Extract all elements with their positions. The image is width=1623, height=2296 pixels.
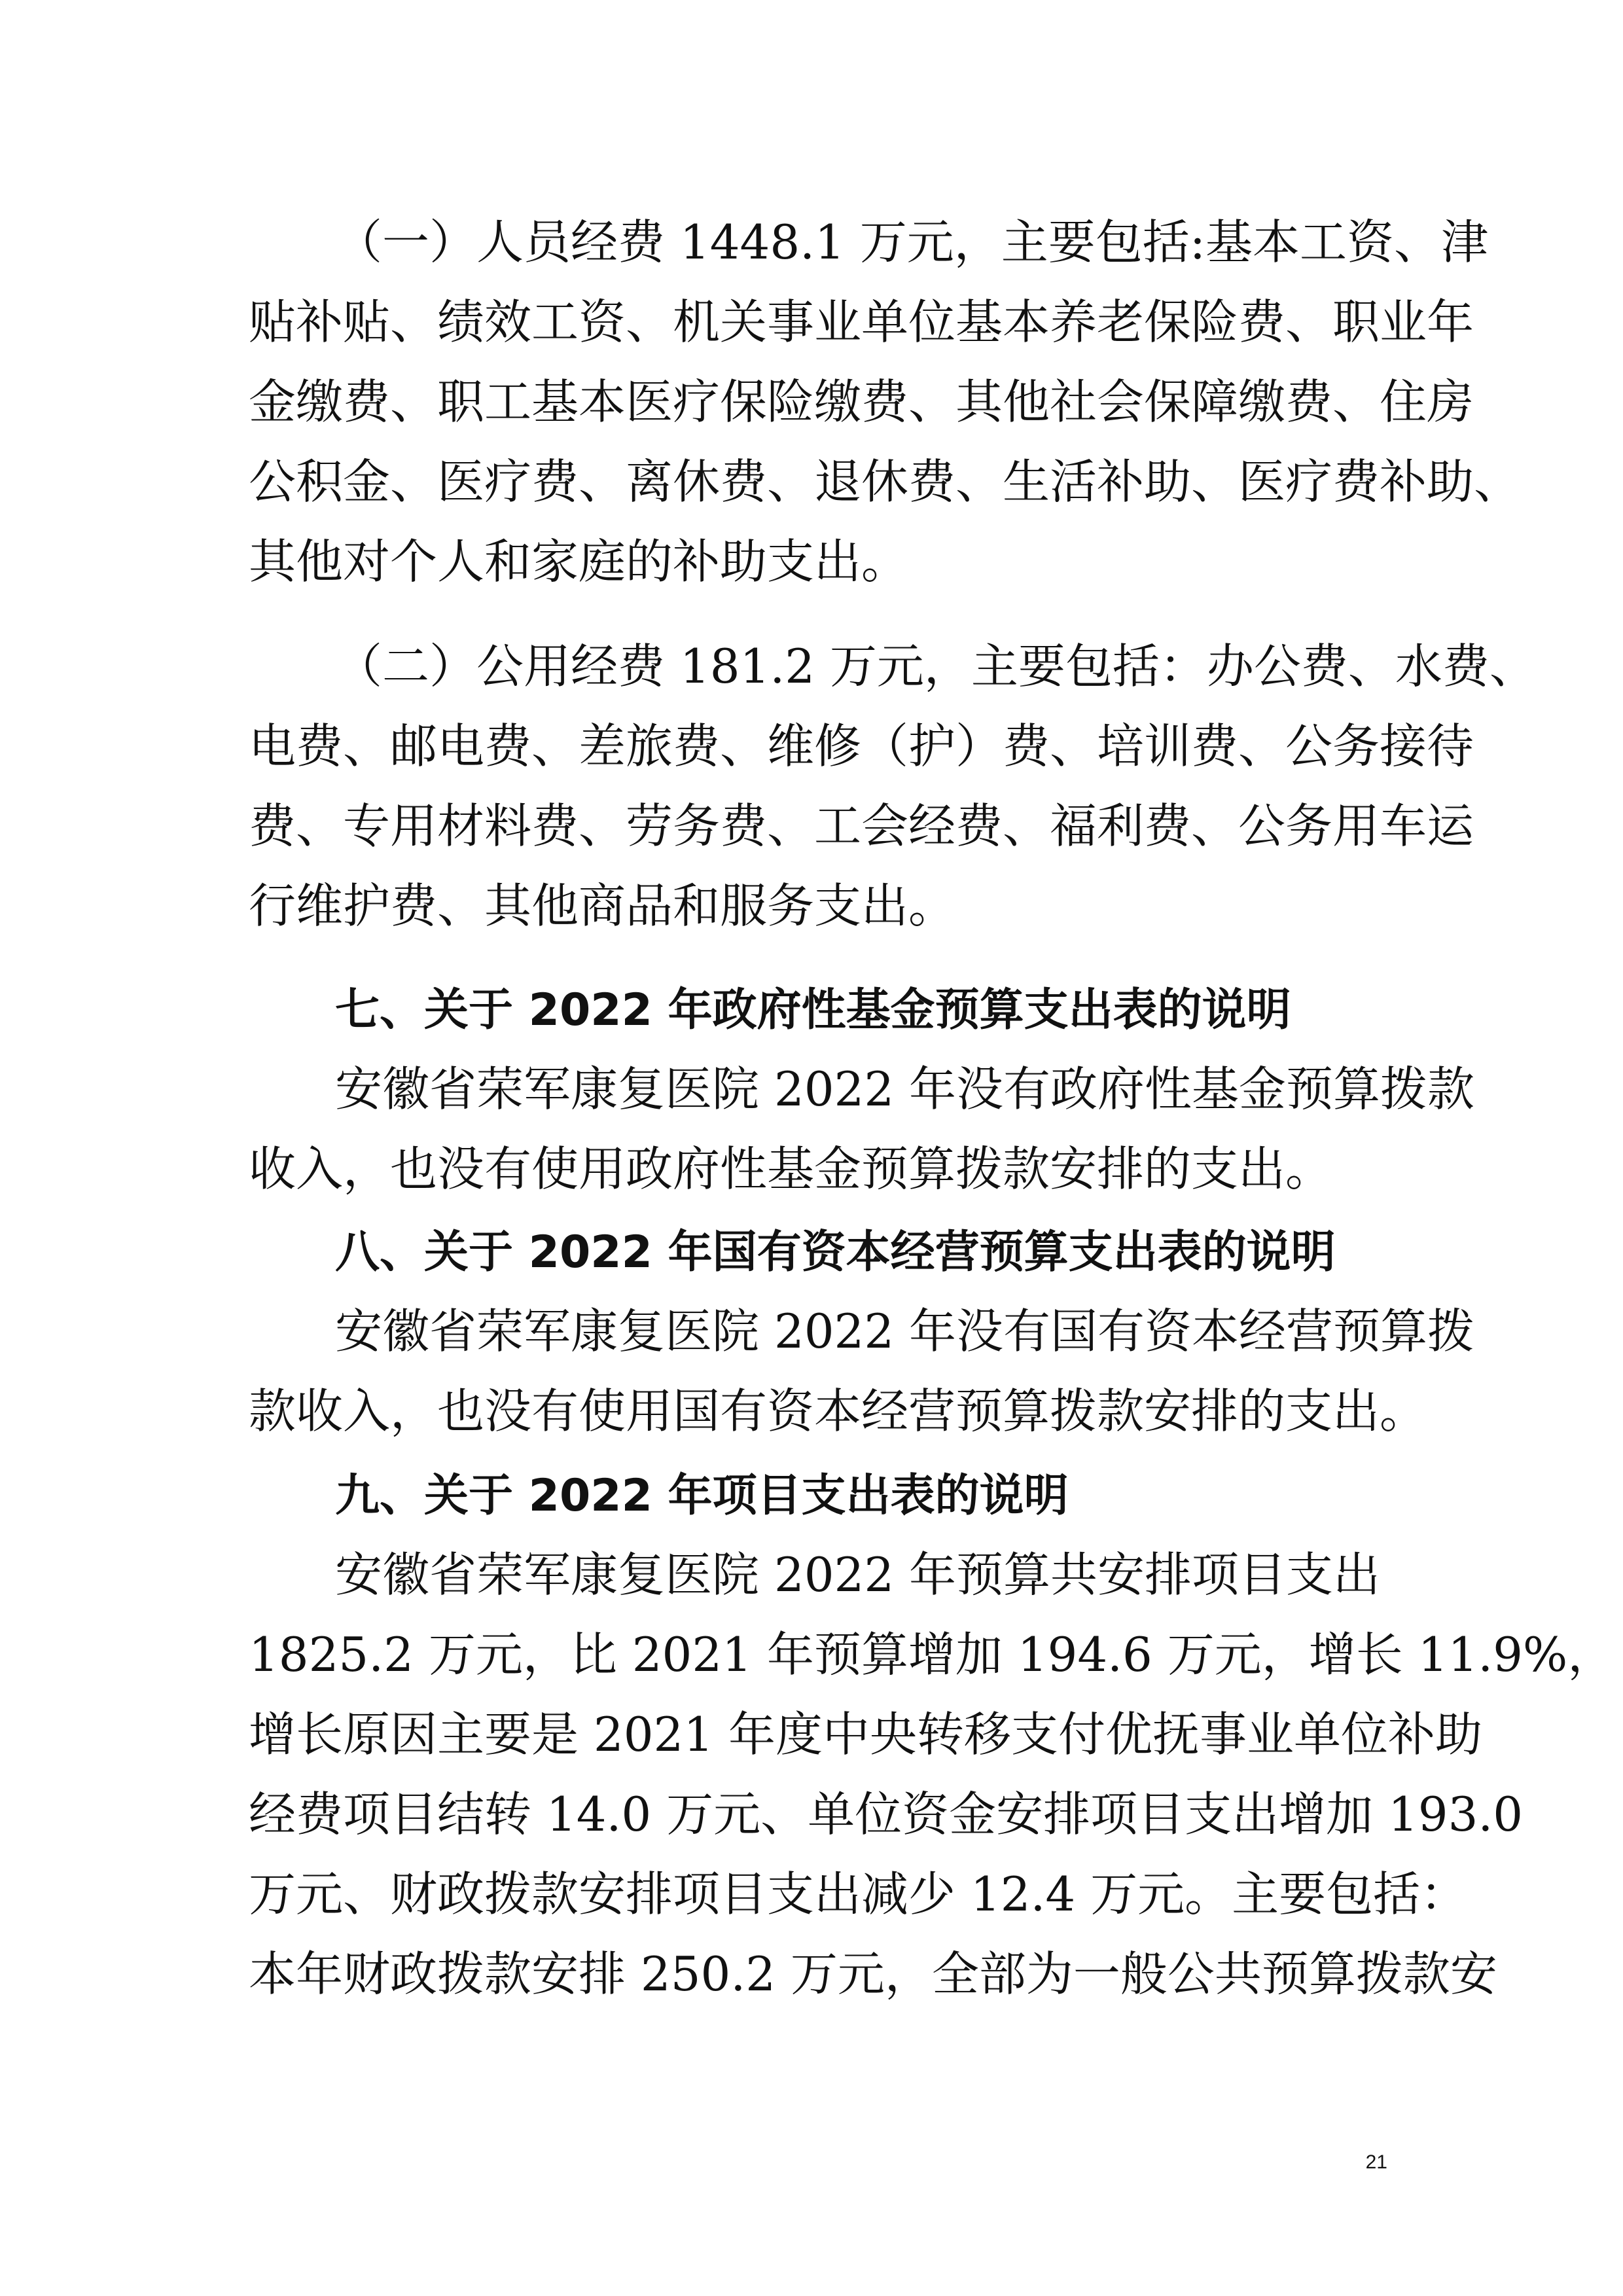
state-capital-paragraph-line: 款收入，也没有使用国有资本经营预算拨款安排的支出。 [249, 1384, 1427, 1439]
section-heading-project-expenditure: 九、关于 2022 年项目支出表的说明 [335, 1470, 1069, 1522]
personnel-expense-paragraph-line: 其他对个人和家庭的补助支出。 [249, 534, 909, 589]
public-expense-paragraph-line: （二）公用经费 181.2 万元，主要包括：办公费、水费、 [335, 639, 1537, 694]
public-expense-paragraph-line: 行维护费、其他商品和服务支出。 [249, 878, 956, 933]
project-expenditure-paragraph-line: 本年财政拨款安排 250.2 万元，全部为一般公共预算拨款安 [249, 1946, 1497, 2001]
personnel-expense-paragraph-line: 金缴费、职工基本医疗保险缴费、其他社会保障缴费、住房 [249, 374, 1474, 429]
section-heading-government-fund: 七、关于 2022 年政府性基金预算支出表的说明 [335, 984, 1291, 1036]
project-expenditure-paragraph-line: 增长原因主要是 2021 年度中央转移支付优抚事业单位补助 [249, 1707, 1483, 1762]
public-expense-paragraph-line: 电费、邮电费、差旅费、维修（护）费、培训费、公务接待 [249, 719, 1474, 774]
project-expenditure-paragraph-line: 安徽省荣军康复医院 2022 年预算共安排项目支出 [335, 1547, 1381, 1602]
personnel-expense-paragraph-line: （一）人员经费 1448.1 万元，主要包括:基本工资、津 [335, 215, 1488, 270]
project-expenditure-paragraph-line: 万元、财政拨款安排项目支出减少 12.4 万元。主要包括： [249, 1867, 1468, 1922]
public-expense-paragraph-line: 费、专用材料费、劳务费、工会经费、福利费、公务用车运 [249, 798, 1474, 853]
government-fund-paragraph-line: 收入，也没有使用政府性基金预算拨款安排的支出。 [249, 1141, 1333, 1196]
state-capital-paragraph-line: 安徽省荣军康复医院 2022 年没有国有资本经营预算拨 [335, 1304, 1475, 1359]
project-expenditure-paragraph-line: 经费项目结转 14.0 万元、单位资金安排项目支出增加 193.0 [249, 1787, 1524, 1842]
government-fund-paragraph-line: 安徽省荣军康复医院 2022 年没有政府性基金预算拨款 [335, 1062, 1475, 1117]
section-heading-state-capital: 八、关于 2022 年国有资本经营预算支出表的说明 [335, 1227, 1336, 1278]
project-expenditure-paragraph-line: 1825.2 万元，比 2021 年预算增加 194.6 万元，增长 11.9%， [249, 1627, 1615, 1682]
personnel-expense-paragraph-line: 贴补贴、绩效工资、机关事业单位基本养老保险费、职业年 [249, 295, 1474, 350]
personnel-expense-paragraph-line: 公积金、医疗费、离休费、退休费、生活补助、医疗费补助、 [249, 454, 1522, 509]
page-number: 21 [1365, 2151, 1387, 2173]
